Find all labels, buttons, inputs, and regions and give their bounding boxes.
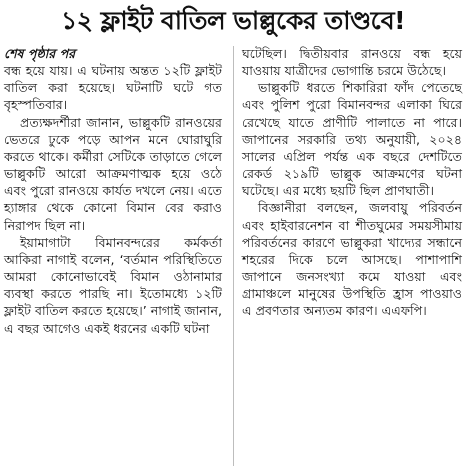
right-column — [242, 45, 462, 320]
headline: ১২ ফ্লাইট বাতিল ভাল্লুকের তাণ্ডবে! — [60, 5, 406, 35]
column-divider — [233, 46, 234, 466]
left-column — [4, 45, 222, 337]
paragraph: বিজ্ঞানীরা বলছেন, জলবায়ু পরিবর্তন এবং হাইবারনেশন বা শীতঘুমের সময়সীমায় পরিবর্তনের কারণে ভাল্লুকরা খাদ্যের সন্ধানে শহরের দিকে চলে আসছে। পাশাপাশি জাপানে জনসংখ্যা কমে যাওয়া এবং গ্রামাঞ্চলে মানুষের উপস্থিতি হ্রাস পাওয়াও এ প্রবণতার অন্যতম কারণ। এএফপি। — [242, 200, 462, 319]
paragraph: ইয়ামাগাটা বিমানবন্দরের কর্মকর্তা আকিরা নাগাই বলেন, ‘বর্তমান পরিস্থিতিতে আমরা কোনোভাবেই বিমান ওঠানামার ব্যবস্থা করতে পারছি না। ইতোমধ্যে ১২টি ফ্লাইট বাতিল করতে হয়েছে।’ নাগাই জানান, এ বছর আগেও একই ধরনের একটি ঘটনা — [4, 234, 222, 336]
paragraph: ভাল্লুকটি ধরতে শিকারিরা ফাঁদ পেতেছে এবং পুলিশ পুরো বিমানবন্দর এলাকা ঘিরে রেখেছে যাতে প্রাণীটি পালাতে না পারে। জাপানের সরকারি তথ্য অনুযায়ী, ২০২৪ সালের এপ্রিল পর্যন্ত এক বছরে দেশটিতে রেকর্ড ২১৯টি ভাল্লুক আক্রমণের ঘটনা ঘটেছে। এর মধ্যে ছয়টি ছিল প্রাণঘাতী। — [242, 80, 462, 199]
paragraph: বন্ধ হয়ে যায়। এ ঘটনায় অন্তত ১২টি ফ্লাইট বাতিল করা হয়েছে। ঘটনাটি ঘটে গত বৃহস্পতিবার। — [4, 63, 222, 113]
continued-from-label: শেষ পৃষ্ঠার পর — [4, 46, 76, 61]
paragraph: প্রত্যক্ষদর্শীরা জানান, ভাল্লুকটি রানওয়ের ভেতরে ঢুকে পড়ে আপন মনে ঘোরাঘুরি করতে থাকে। কর্মীরা সেটিকে তাড়াতে গেলে ভাল্লুকটি আরো আক্রমণাত্মক হয়ে ওঠে এবং পুরো রানওয়ে কার্যত দখলে নেয়। এতে হ্যাঙ্গার থেকে কোনো বিমান বের করাও নিরাপদ ছিল না। — [4, 114, 222, 233]
paragraph: ঘটেছিল। দ্বিতীয়বার রানওয়ে বন্ধ হয়ে যাওয়ায় যাত্রীদের ভোগান্তি চরমে উঠেছে। — [242, 46, 462, 79]
